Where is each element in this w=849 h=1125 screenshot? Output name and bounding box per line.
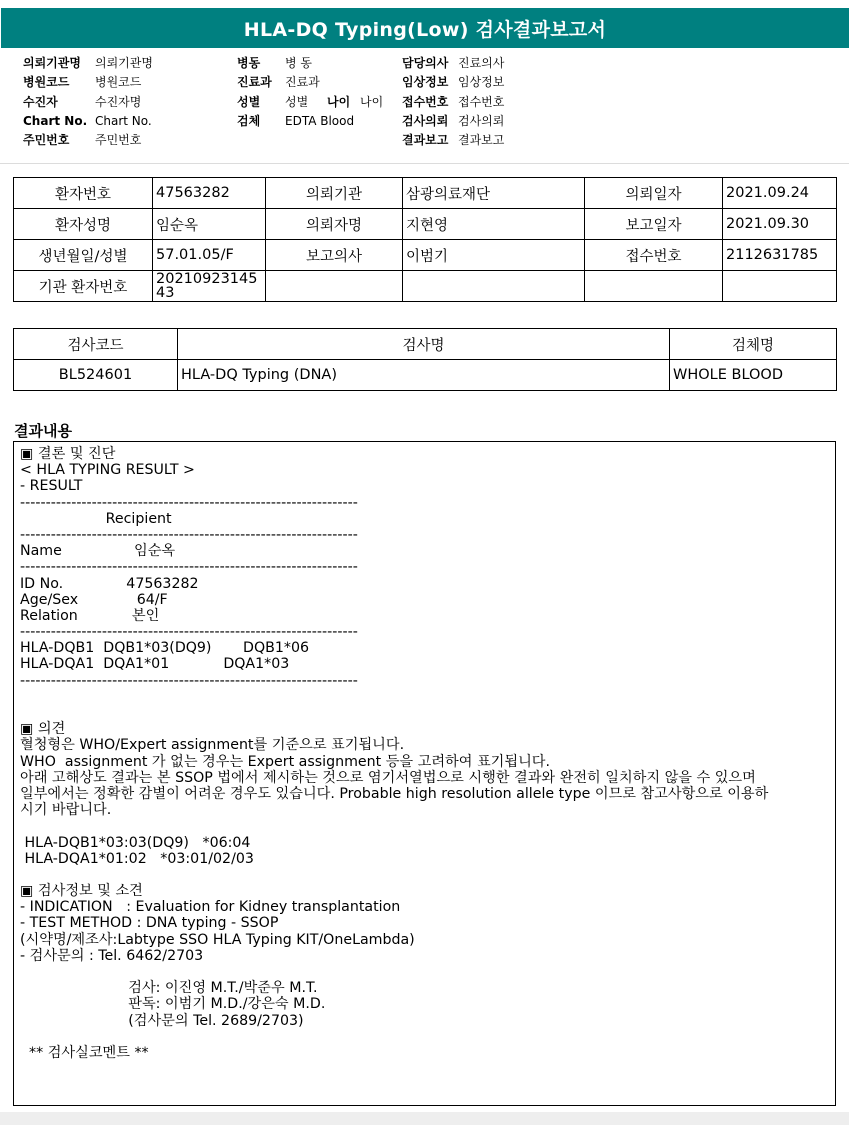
result-line: (검사문의 Tel. 2689/2703) (20, 1012, 304, 1029)
result-section-title: 결과내용 (14, 422, 72, 440)
report-title: HLA-DQ Typing(Low) 검사결과보고서 (1, 8, 849, 48)
header-field-label: Chart No. (23, 113, 88, 128)
result-line (20, 689, 829, 705)
result-line: Recipient (20, 510, 172, 527)
header-field-label: 성별 (237, 94, 261, 109)
result-line: 판독: 이범기 M.D./강은숙 M.D. (20, 996, 326, 1013)
header-field (402, 112, 504, 131)
test-name-cell: HLA-DQ Typing (DNA) (178, 360, 670, 391)
result-line: HLA-DQA1*01:02 *03:01/02/03 (20, 850, 254, 867)
header-field (402, 54, 504, 73)
result-line: 일부에서는 정확한 감별이 어려운 경우도 있습니다. Probable high resolution allele type 이므로 참고사항으로 이용하 (20, 785, 769, 802)
header-field (23, 112, 153, 131)
bottom-strip (0, 1112, 849, 1125)
patient-field-value: 47563282 (153, 178, 266, 209)
header-field-label: 검사의뢰 (402, 113, 449, 128)
patient-field-value (723, 271, 837, 302)
patient-field-label: 의뢰기관 (266, 178, 403, 209)
result-line: - RESULT (20, 478, 83, 495)
header-field-label: 결과보고 (402, 133, 449, 148)
result-line: ------------------------------------------------------------------ (20, 559, 358, 576)
header-field-value: 수진자명 (95, 94, 142, 109)
patient-field-value: 이범기 (403, 240, 585, 271)
patient-field-value: 임순옥 (153, 209, 266, 240)
header-field-value: 병원코드 (95, 75, 142, 90)
result-content-box (13, 441, 836, 1106)
result-line: ▣ 결론 및 진단 (20, 446, 116, 462)
header-field-label: 임상정보 (402, 75, 449, 90)
patient-field-label: 보고일자 (585, 209, 723, 240)
result-line: ** 검사실코멘트 ** (20, 1044, 149, 1061)
header-field (237, 93, 383, 112)
header-field (402, 93, 504, 112)
header-field-value: 임상정보 (458, 75, 505, 90)
header-field (402, 73, 504, 92)
result-line: - INDICATION : Evaluation for Kidney transplantation (20, 899, 401, 916)
specimen-cell: WHOLE BLOOD (670, 360, 837, 391)
patient-field-value (403, 271, 585, 302)
patient-field-label: 보고의사 (266, 240, 403, 271)
result-line: Age/Sex 64/F (20, 591, 168, 608)
header-field-value: 진료과 (285, 75, 320, 90)
result-line: ------------------------------------------------------------------ (20, 494, 358, 511)
header-field-value: 진료의사 (458, 56, 505, 70)
test-code-cell: BL524601 (14, 360, 178, 391)
result-line: ▣ 검사정보 및 소견 (20, 883, 143, 900)
patient-field-label: 기관 환자번호 (14, 271, 153, 302)
result-line (20, 867, 829, 883)
result-line (20, 705, 829, 721)
patient-field-value: 지현영 (403, 209, 585, 240)
header-field-value: 접수번호 (458, 94, 505, 109)
patient-field-label (585, 271, 723, 302)
result-line: ------------------------------------------------------------------ (20, 672, 358, 689)
result-line: Name 임순옥 (20, 543, 176, 560)
header-field-label: 수진자 (23, 94, 58, 109)
result-line: ------------------------------------------------------------------ (20, 526, 358, 543)
result-line: WHO assignment 가 없는 경우는 Expert assignment 등을 고려하여 표기됩니다. (20, 753, 550, 770)
patient-field-label (266, 271, 403, 302)
result-line: ID No. 47563282 (20, 575, 199, 592)
header-field (23, 131, 153, 150)
header-field-label: 검체 (237, 113, 261, 128)
header-field-value: 성별 (285, 94, 309, 109)
result-line: HLA-DQB1 DQB1*03(DQ9) DQB1*06 (20, 640, 310, 657)
patient-field-value: 2021.09.30 (723, 209, 837, 240)
header-field-value: 주민번호 (95, 133, 142, 148)
result-line: 검사: 이진영 M.T./박준우 M.T. (20, 980, 318, 997)
patient-field-label: 환자성명 (14, 209, 153, 240)
specimen-header: 검체명 (670, 329, 837, 360)
header-field-value: 나이 (360, 94, 384, 109)
result-line: 시기 바랍니다. (20, 802, 112, 819)
patient-table-row (14, 209, 837, 240)
header-field (23, 93, 153, 112)
result-line: HLA-DQA1 DQA1*01 DQA1*03 (20, 656, 290, 673)
header-divider (0, 163, 849, 164)
result-line: (시약명/제조사:Labtype SSO HLA Typing KIT/OneLambda) (20, 931, 415, 948)
header-field-label: 주민번호 (23, 133, 70, 148)
header-field-label: 담당의사 (402, 56, 449, 70)
header-field-label: 병동 (237, 56, 261, 70)
result-line (20, 818, 829, 834)
result-line: - TEST METHOD : DNA typing - SSOP (20, 915, 279, 932)
result-line: ------------------------------------------------------------------ (20, 624, 358, 641)
header-field-label: 접수번호 (402, 94, 449, 109)
test-name-header: 검사명 (178, 329, 670, 360)
patient-table-row (14, 240, 837, 271)
test-code-header: 검사코드 (14, 329, 178, 360)
result-line (20, 964, 829, 980)
result-line: Relation 본인 (20, 607, 160, 624)
header-field-value: 의뢰기관명 (95, 56, 153, 70)
header-field-label: 나이 (327, 94, 351, 109)
patient-field-value: 57.01.05/F (153, 240, 266, 271)
patient-field-label: 의뢰일자 (585, 178, 723, 209)
patient-field-value: 삼광의료재단 (403, 178, 585, 209)
result-line: 혈청형은 WHO/Expert assignment를 기준으로 표기됩니다. (20, 737, 405, 754)
header-field (23, 54, 153, 73)
header-field (237, 73, 383, 92)
header-field-label: 의뢰기관명 (23, 56, 81, 70)
header-column-2 (237, 54, 383, 131)
patient-field-value: 2021092314543 (153, 271, 266, 302)
patient-info-table (13, 177, 837, 302)
result-line (20, 1029, 829, 1045)
patient-field-label: 환자번호 (14, 178, 153, 209)
patient-field-label: 의뢰자명 (266, 209, 403, 240)
result-line: 아래 고해상도 결과는 본 SSOP 법에서 제시하는 것으로 염기서열법으로 시행한 결과와 완전히 일치하지 않을 수 있으며 (20, 769, 756, 786)
result-line: HLA-DQB1*03:03(DQ9) *06:04 (20, 834, 251, 851)
result-line: ▣ 의견 (20, 721, 66, 738)
header-field (237, 54, 383, 73)
patient-field-label: 생년월일/성별 (14, 240, 153, 271)
patient-table-row (14, 178, 837, 209)
header-field-value: 검사의뢰 (458, 113, 505, 128)
result-line: - 검사문의 : Tel. 6462/2703 (20, 947, 204, 964)
header-field-value: 병 동 (285, 56, 312, 70)
patient-table-row (14, 271, 837, 302)
header-field-value: EDTA Blood (285, 113, 355, 128)
header-field-label: 진료과 (237, 75, 272, 90)
patient-field-value: 2112631785 (723, 240, 837, 271)
header-column-1 (23, 54, 153, 150)
header-column-3 (402, 54, 504, 150)
header-field-label: 병원코드 (23, 75, 70, 90)
header-field-value: 결과보고 (458, 133, 505, 148)
header-field (402, 131, 504, 150)
header-field-value: Chart No. (95, 113, 152, 128)
test-info-table (13, 328, 837, 391)
patient-field-label: 접수번호 (585, 240, 723, 271)
result-line: < HLA TYPING RESULT > (20, 462, 195, 479)
patient-field-value: 2021.09.24 (723, 178, 837, 209)
header-field (237, 112, 383, 131)
header-field (23, 73, 153, 92)
